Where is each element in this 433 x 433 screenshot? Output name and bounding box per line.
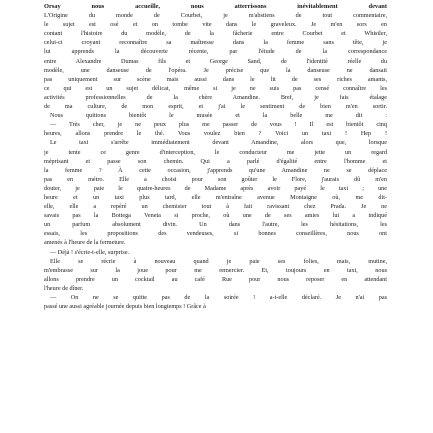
text-line: ce qui est un sujet délicat, même si je ne suis pas censé connaître les: [44, 84, 387, 92]
text-line: Le taxi s'arrête immédiatement devant Amandine, alors que, lorsque: [50, 139, 387, 147]
text-line: un parfum absolument divin. Un dans l'autre, les hésitations, les: [44, 221, 387, 229]
text-line: — Déjà ! s'écrie-t-elle, surprise.: [50, 248, 130, 256]
text-line: l'heure de dîner.: [44, 284, 84, 292]
text-line: heures, allons prendre le thé. Vous voulez bien ? Voici un taxi ! Hep !: [44, 130, 387, 138]
text-line: celui-ci croyant reconnaître sa maîtresse dans la femme sans tête, je: [44, 39, 387, 47]
text-line: Orsay nous accueille, nous atterrissons inévitablement devant: [44, 3, 387, 10]
text-line: de ma culture, de mon esprit, et j'ai le sentiment de bien m'en sortir.: [44, 103, 387, 111]
text-line: L'Origine du monde de Courbet, je m'abstiens de tout commentaire,: [44, 12, 387, 20]
text-line: entre Alexandre Dumas fils et George Sand, de l'identité réelle du: [44, 57, 387, 65]
text-line: allons prendre un cocktail au café Rue pour nous reposer en attendant: [44, 275, 387, 283]
text-line: je tente ce genre d'interception, le conducteur me jette un regard: [44, 148, 387, 156]
text-line: — Très cher, je ne peux plus me passer de vous ! Il est bientôt cinq: [50, 121, 387, 129]
text-line: pas uniquement sur scène mais aussi dans le lit de ses riches amants,: [44, 75, 387, 83]
text-line: pas en métro. Elle a choisi pour son goûter le Flore, j'aurais dû m'en: [44, 175, 387, 183]
text-line: savais pas la Bottega Veneta si proche, où une de ses amies lui a indiqué: [44, 212, 387, 220]
text-line: amenés à l'heure de la fermeture.: [44, 239, 126, 247]
text-line: essais, les propositions des vendeuses, si bonnes conseillères, nous ont: [44, 230, 387, 238]
text-line: activités professionnelles de la chère Amandine. Bref, je fais étalage: [44, 93, 387, 101]
text-line: Elle se récrie à nouveau quand je paie ses folies, mais, mutine,: [50, 257, 387, 265]
text-line: modèle, une danseuse de l'opéra. Je précise que la danseuse ne dansait: [44, 66, 387, 74]
text-line: passé une aussi agréable journée depuis bien longtemps ! Grâce à: [44, 303, 206, 311]
text-line: m'embrasse sur la joue pour me remercier. Et, toujours en taxi, nous: [44, 266, 387, 274]
text-line: lui apprends la découverte récente, par l'étude de la correspondance: [44, 48, 387, 56]
text-line: le sujet est osé et on tombe vite dans le graveleux. Je m'en sors en: [44, 21, 387, 29]
text-line: douter, je paie le quatre-heures de Madame après avoir payé le taxi ; une: [44, 184, 387, 192]
text-line: elle, elle a repéré un chemisier tout à fait ravissant chez Prada. Je ne: [44, 203, 387, 211]
text-line: la femme ? À cette occasion, j'apprends qu'une Amandine ne se déplace: [44, 166, 387, 174]
text-line: heure et un taxi plus tard, elle m'entraîne avenue Montaigne où, me dit-: [44, 193, 387, 201]
text-line: Nous quittons bientôt le musée et la belle me dit :: [50, 112, 387, 120]
text-line: — On ne se quitte pas de la soirée ! a-t-elle déclaré. Je n'ai pas: [50, 294, 387, 301]
text-line: contant l'histoire du modèle, de la fâcherie entre Courbet et Whistler,: [44, 30, 387, 38]
text-line: méprisant et passe son chemin. Qui a parlé d'égalité entre l'homme et: [44, 157, 387, 165]
